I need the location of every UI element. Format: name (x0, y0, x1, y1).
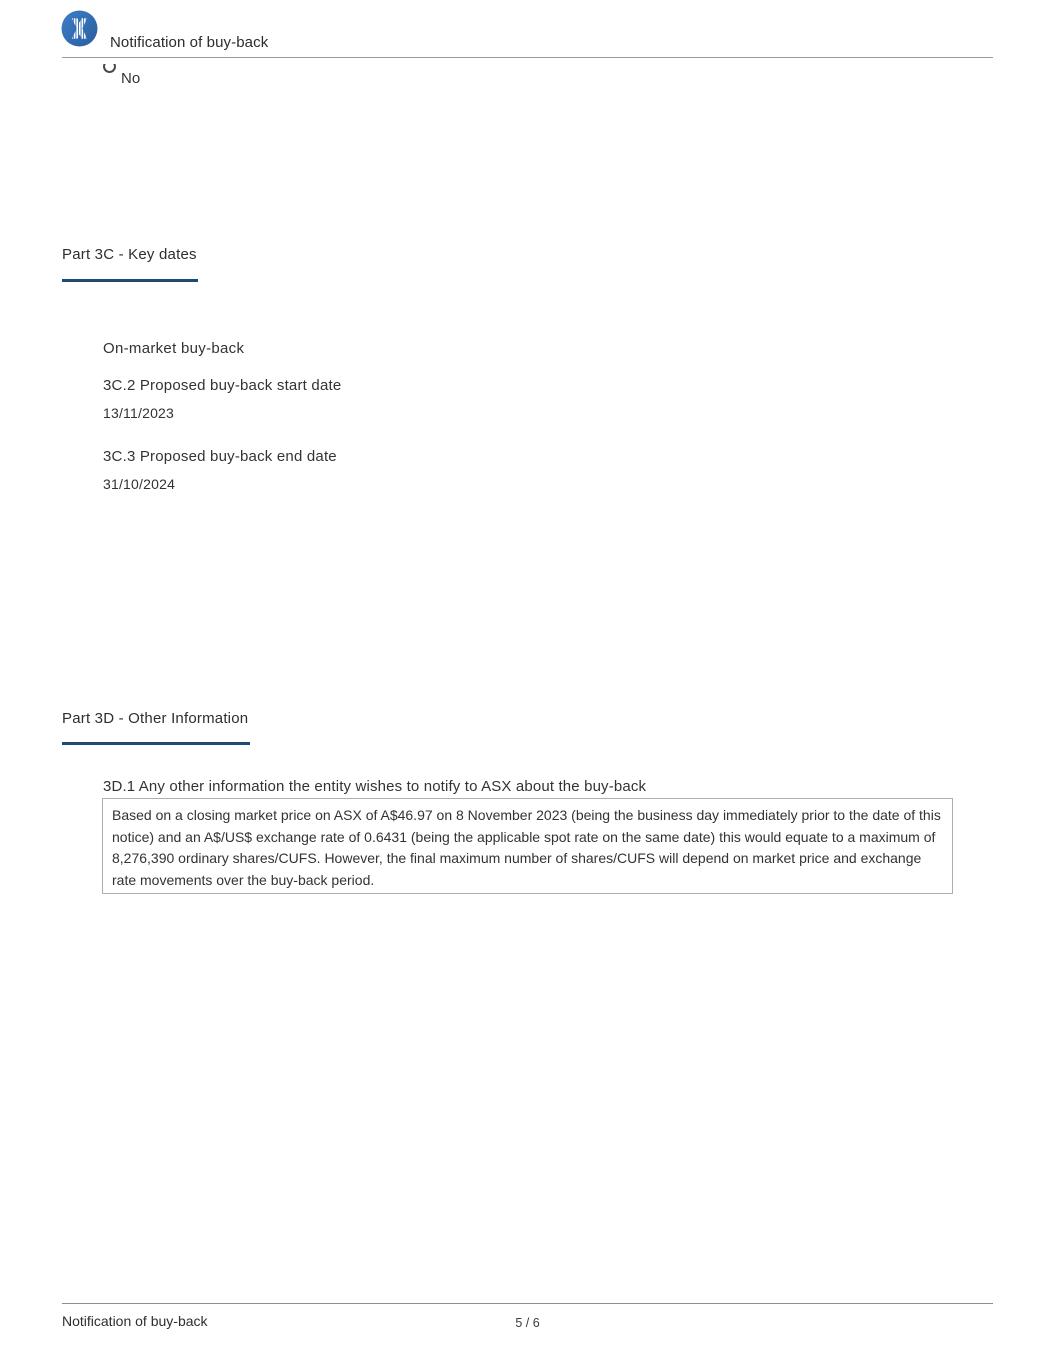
footer-divider (62, 1303, 993, 1304)
footer-document-title: Notification of buy-back (62, 1313, 208, 1329)
buyback-type-subheading: On-market buy-back (103, 340, 245, 357)
part-3c-heading: Part 3C - Key dates (62, 246, 197, 263)
document-title: Notification of buy-back (110, 34, 269, 51)
page-number-indicator: 5 / 6 (515, 1316, 540, 1330)
other-information-textbox[interactable]: Based on a closing market price on ASX of A$46.97 on 8 November 2023 (being the business day immediately prior to the date of this notice) and an A$/US$ exchange rate of 0.6431 (being the applicable spot rate on the same date) this would equate to a maximum of 8,276,390 ordinary shares/CUFS. However, the final maximum number of shares/CUFS will depend on market price and exchange rate movements over the buy-back period. (102, 798, 953, 894)
part-3d-heading: Part 3D - Other Information (62, 710, 249, 727)
field-value-3c3-end-date: 31/10/2024 (103, 476, 176, 492)
radio-no-label: No (121, 70, 141, 87)
part-3c-underline (62, 279, 198, 282)
part-3d-underline (62, 742, 250, 745)
radio-circle-icon (103, 64, 116, 73)
radio-button-no[interactable] (102, 64, 119, 76)
field-value-3c2-start-date: 13/11/2023 (103, 405, 175, 421)
header-divider (62, 57, 993, 58)
field-label-3c3: 3C.3 Proposed buy-back end date (103, 448, 337, 465)
field-label-3c2: 3C.2 Proposed buy-back start date (103, 377, 342, 394)
asx-logo-icon (61, 10, 98, 47)
field-label-3d1: 3D.1 Any other information the entity wishes to notify to ASX about the buy-back (103, 778, 647, 795)
